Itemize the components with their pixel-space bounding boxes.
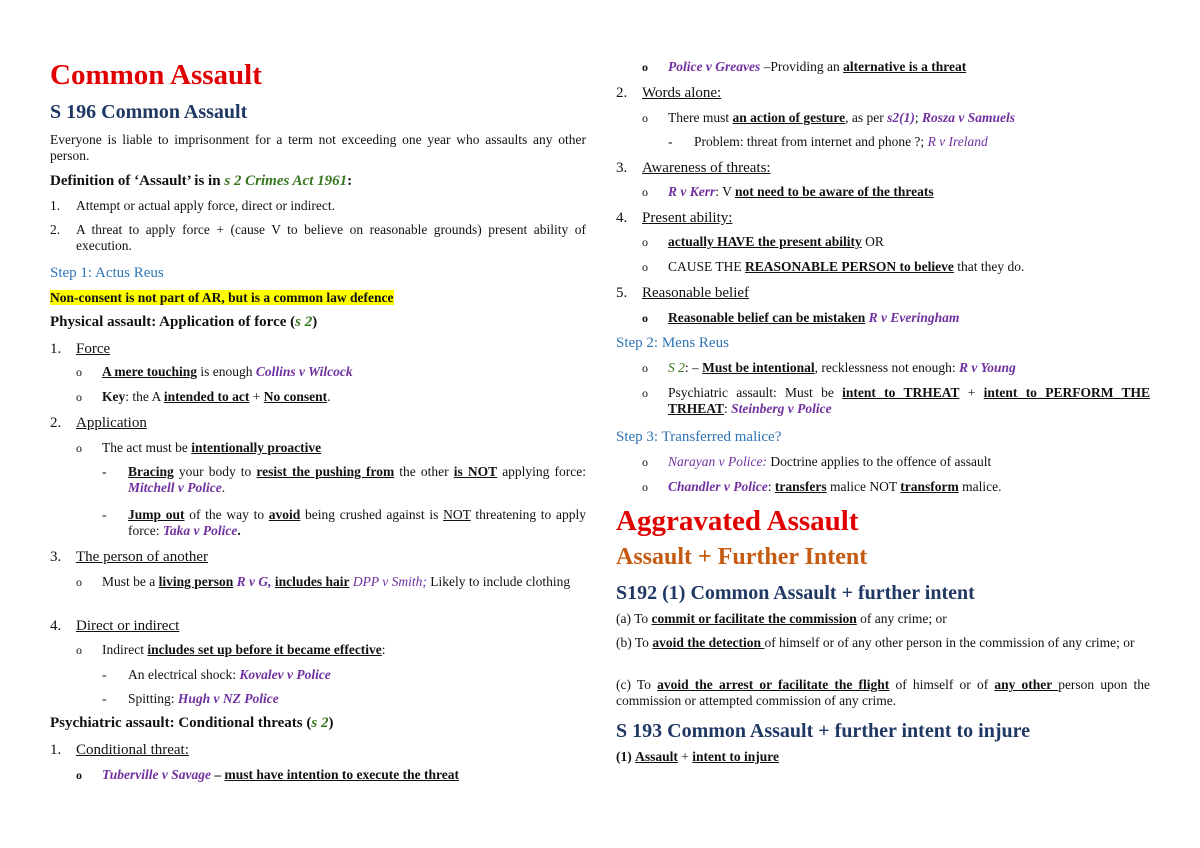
s192-item-b: (b) To avoid the detection of himself or of any other person in the commission of any crime; or bbox=[616, 635, 1135, 650]
further-intent-heading: Assault + Further Intent bbox=[616, 544, 868, 570]
non-consent-note: Non-consent is not part of AR, but is a common law defence bbox=[50, 290, 394, 305]
psychiatric-assault-heading: Psychiatric assault: Conditional threats (s 2) bbox=[50, 715, 334, 731]
s192-heading: S192 (1) Common Assault + further intent bbox=[616, 582, 975, 604]
s192-item-a: (a) To commit or facilitate the commission of any crime; or bbox=[616, 611, 947, 626]
step1-heading: Step 1: Actus Reus bbox=[50, 265, 164, 281]
step2-heading: Step 2: Mens Reus bbox=[616, 335, 729, 351]
s196-heading: S 196 Common Assault bbox=[50, 101, 248, 123]
s193-heading: S 193 Common Assault + further intent to injure bbox=[616, 720, 1031, 742]
assault-definition-heading: Definition of ‘Assault’ is in s 2 Crimes Act 1961: bbox=[50, 173, 353, 189]
common-assault-title: Common Assault bbox=[50, 59, 262, 91]
step3-heading: Step 3: Transferred malice? bbox=[616, 429, 782, 445]
physical-assault-heading: Physical assault: Application of force (s 2) bbox=[50, 314, 318, 330]
s192-item-c: (c) To avoid the arrest or facilitate the flight of himself or of any other person upon the commission or attempted commission of any crime. bbox=[616, 677, 1150, 708]
aggravated-assault-title: Aggravated Assault bbox=[616, 505, 859, 537]
s196-text: Everyone is liable to imprisonment for a term not exceeding one year who assaults any other person. bbox=[50, 132, 586, 163]
s193-item-1: (1) Assault + intent to injure bbox=[616, 749, 780, 764]
